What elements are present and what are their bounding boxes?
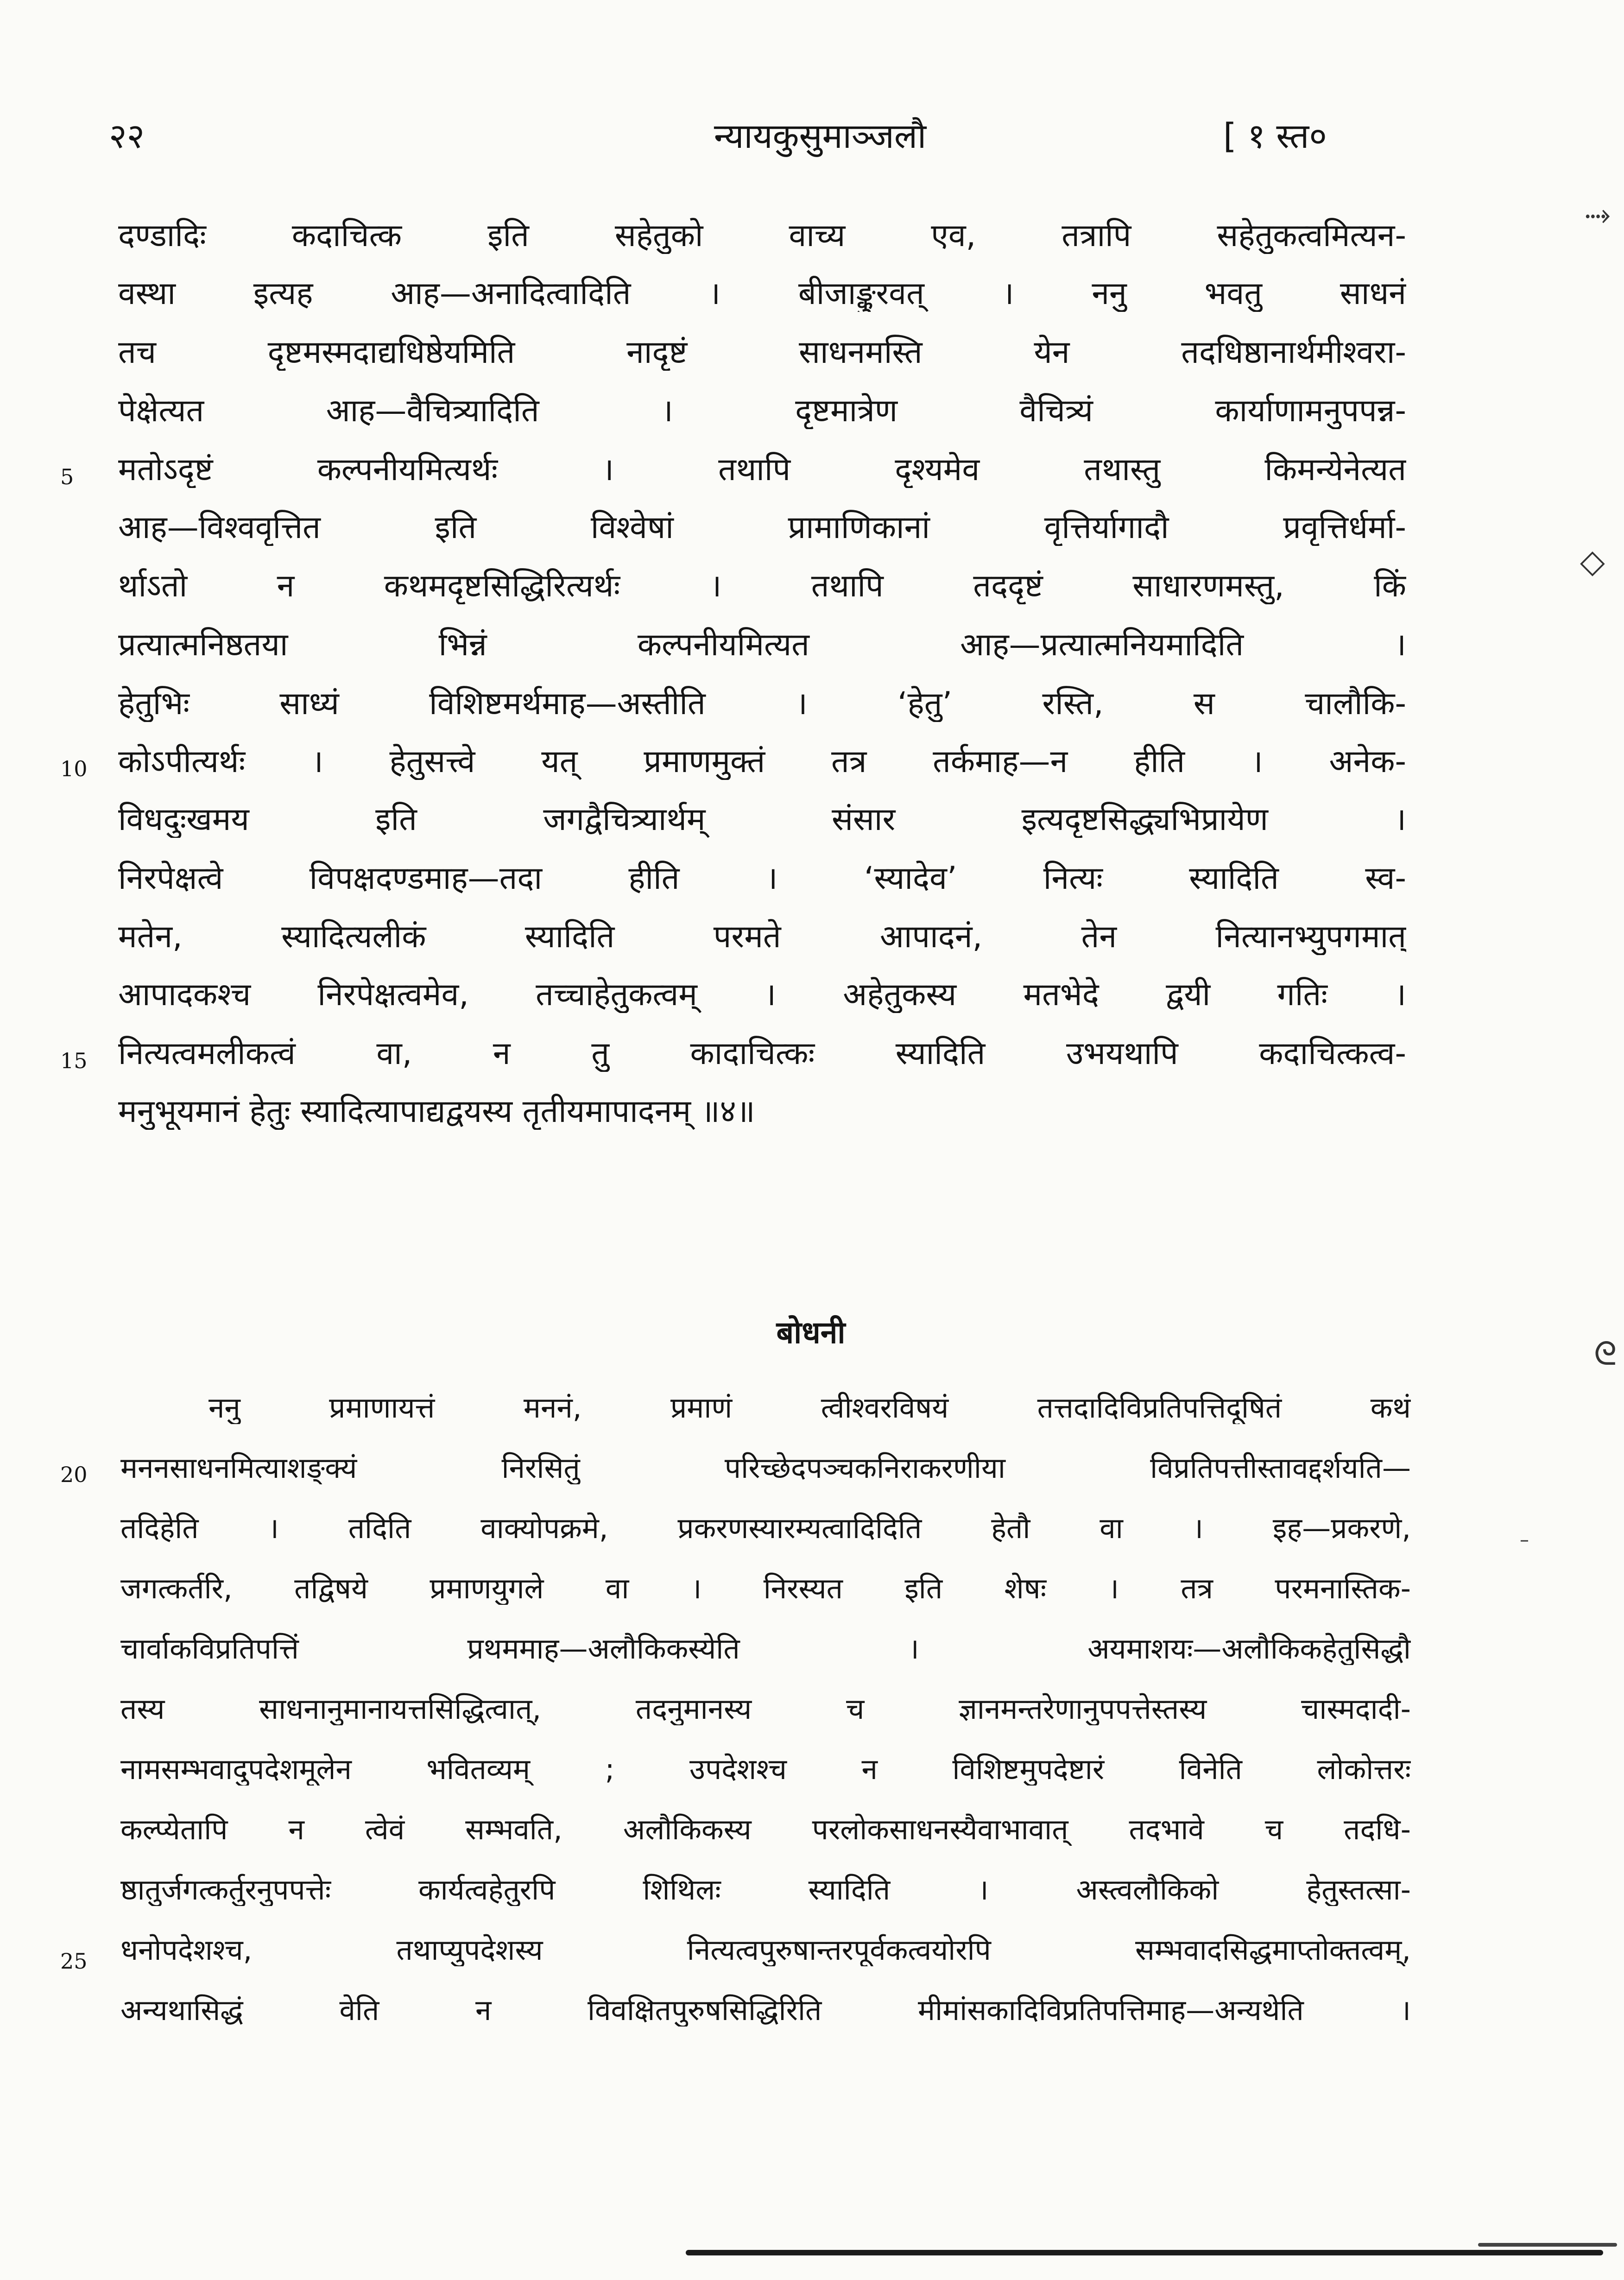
text-line: अन्यथासिद्धं वेति न विवक्षितपुरुषसिद्धिरिति मीमांसकादिविप्रतिपत्तिमाह—अन्यथेति ।	[120, 1994, 1411, 2027]
margin-mark: ⤑	[1585, 195, 1611, 233]
text-line: ननु प्रमाणायत्तं मननं, प्रमाणं त्वीश्वरविषयं तत्तदादिविप्रतिपत्तिदूषितं कथं	[209, 1391, 1411, 1425]
text-line: प्रत्यात्मनिष्ठतया भिन्नं कल्पनीयमित्यत आह—प्रत्यात्मनियमादिति ।	[118, 627, 1406, 663]
text-line: दण्डादिः कदाचित्क इति सहेतुको वाच्य एव, तत्रापि सहेतुकत्वमित्यन-	[118, 218, 1406, 254]
line-number: 10	[60, 756, 88, 781]
section-heading: बोधनी	[776, 1315, 846, 1350]
page-number: २२	[109, 116, 145, 156]
text-line: मतेन, स्यादित्यलीकं स्यादिति परमते आपादनं, तेन नित्यानभ्युपगमात्	[118, 919, 1406, 955]
text-line: आह—विश्ववृत्तित इति विश्वेषां प्रामाणिकानां वृत्तिर्यागादौ प्रवृत्तिर्धर्मा-	[118, 510, 1406, 546]
text-line: नित्यत्वमलीकत्वं वा, न तु कादाचित्कः स्यादिति उभयथापि कदाचित्कत्व-	[118, 1036, 1406, 1072]
text-line: कल्प्येतापि न त्वेवं सम्भवति, अलौकिकस्य परलोकसाधनस्यैवाभावात् तदभावे च तदधि-	[120, 1813, 1411, 1846]
running-title: न्यायकुसुमाञ्जलौ	[714, 116, 927, 156]
text-line: हेतुभिः साध्यं विशिष्टमर्थमाह—अस्तीति । ‘हेतु’ रस्ति, स चालौकि-	[118, 686, 1406, 722]
text-line: निरपेक्षत्वे विपक्षदण्डमाह—तदा हीति । ‘स्यादेव’ नित्यः स्यादिति स्व-	[118, 861, 1406, 897]
text-line: मतोऽदृष्टं कल्पनीयमित्यर्थः । तथापि दृश्यमेव तथास्तु किमन्येनेत्यत	[118, 452, 1406, 488]
text-line: धनोपदेशश्च, तथाप्युपदेशस्य नित्यत्वपुरुषान्तरपूर्वकत्वयोरपि सम्भवादसिद्धमाप्तोक्तत्वम्,	[120, 1933, 1411, 1967]
text-line: नामसम्भवादुपदेशमूलेन भवितव्यम् ; उपदेशश्च न विशिष्टमुपदेष्टारं विनेति लोकोत्तरः	[120, 1753, 1411, 1786]
text-line: र्थाऽतो न कथमदृष्टसिद्धिरित्यर्थः । तथापि तददृष्टं साधारणमस्तु, किं	[118, 568, 1406, 604]
margin-mark: ᘓ	[1594, 1335, 1617, 1373]
margin-mark: –	[1520, 1529, 1529, 1551]
line-number: 5	[60, 464, 74, 489]
section-marker: [ १ स्त०	[1223, 116, 1327, 156]
text-line: वस्था इत्यह आह—अनादित्वादिति । बीजाङ्कुरवत् । ननु भवतु साधनं	[118, 276, 1406, 312]
text-line: जगत्कर्तरि, तद्विषये प्रमाणयुगले वा । निरस्यत इति शेषः । तत्र परमनास्तिक-	[120, 1572, 1411, 1605]
page-edge-rule	[686, 2250, 1603, 2255]
text-line: तच दृष्टमस्मदाद्यधिष्ठेयमिति नादृष्टं साधनमस्ति येन तदधिष्ठानार्थमीश्वरा-	[118, 335, 1406, 371]
text-line: तदिहेति । तदिति वाक्योपक्रमे, प्रकरणस्यारम्यत्वादिदिति हेतौ वा । इह—प्रकरणे,	[120, 1512, 1411, 1545]
text-line: कोऽपीत्यर्थः । हेतुसत्त्वे यत् प्रमाणमुक्तं तत्र तर्कमाह—न हीति । अनेक-	[118, 744, 1406, 780]
text-line: ष्ठातुर्जगत्कर्तुरनुपपत्तेः कार्यत्वहेतुरपि शिथिलः स्यादिति । अस्त्वलौकिको हेतुस्तत्सा-	[120, 1873, 1411, 1906]
text-line: पेक्षेत्यत आह—वैचित्र्यादिति । दृष्टमात्रेण वैचित्र्यं कार्याणामनुपपन्न-	[118, 393, 1406, 429]
line-number: 25	[60, 1949, 88, 1974]
text-line: विधदुःखमय इति जगद्वैचित्र्यार्थम् संसार इत्यदृष्टसिद्ध्यभिप्रायेण ।	[118, 802, 1406, 838]
margin-mark: ◇	[1580, 542, 1605, 580]
text-line: मनुभूयमानं हेतुः स्यादित्यापाद्यद्वयस्य तृतीयमापादनम् ॥४॥	[118, 1094, 755, 1130]
text-line: चार्वाकविप्रतिपत्तिं प्रथममाह—अलौकिकस्येति । अयमाशयः—अलौकिकहेतुसिद्धौ	[120, 1632, 1411, 1666]
page-edge-rule	[1478, 2243, 1617, 2247]
line-number: 15	[60, 1048, 88, 1073]
line-number: 20	[60, 1462, 88, 1487]
text-line: आपादकश्च निरपेक्षत्वमेव, तच्चाहेतुकत्वम् । अहेतुकस्य मतभेदे द्वयी गतिः ।	[118, 977, 1406, 1013]
text-line: मननसाधनमित्याशङ्क्यं निरसितुं परिच्छेदपञ्चकनिराकरणीया विप्रतिपत्तीस्तावद्दर्शयति—	[120, 1451, 1411, 1485]
text-line: तस्य साधनानुमानायत्तसिद्धित्वात्, तदनुमानस्य च ज्ञानमन्तरेणानुपपत्तेस्तस्य चास्मदादी-	[120, 1692, 1411, 1726]
